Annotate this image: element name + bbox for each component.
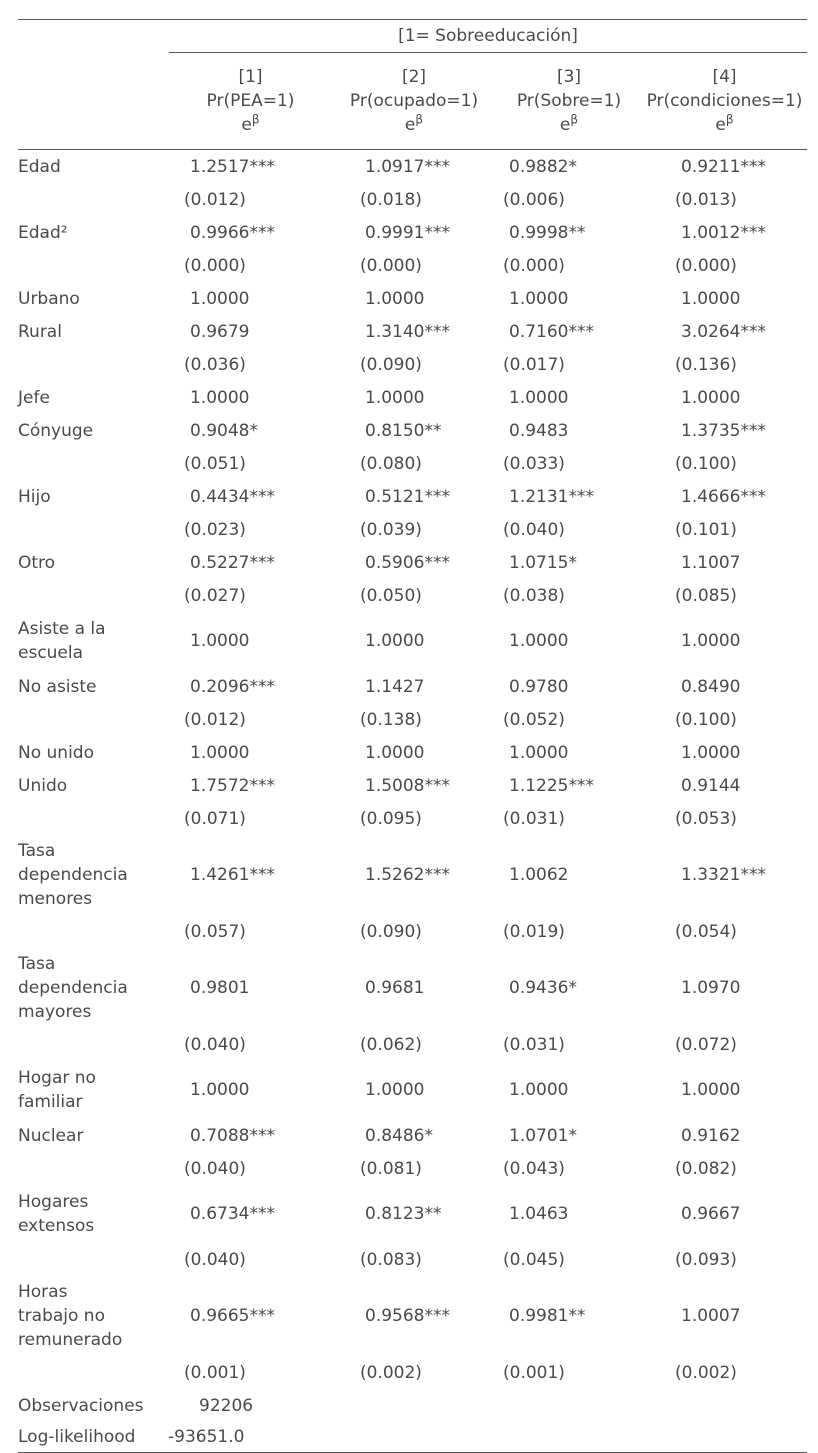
coefficient-cell: 1.5262***: [365, 865, 450, 885]
row-label-empty: [18, 915, 169, 948]
table-row-se: [18, 447, 807, 480]
row-label-empty: [18, 513, 169, 546]
row-label: Edad²: [18, 222, 68, 243]
std-error-cell: (0.082): [675, 1158, 737, 1179]
empty-cell: [496, 1389, 642, 1422]
std-error-cell: (0.033): [503, 453, 565, 474]
table-row-se: [18, 249, 807, 282]
std-error-cell: (0.012): [184, 189, 246, 210]
coefficient-cell: 1.0000: [365, 742, 425, 763]
table-row-se: [18, 703, 807, 736]
column-dependent: Pr(PEA=1): [206, 91, 295, 111]
coefficient-cell: 1.7572***: [190, 775, 275, 796]
std-error-cell: (0.138): [360, 709, 422, 730]
std-error-cell: (0.093): [675, 1249, 737, 1270]
std-error-cell: (0.013): [675, 189, 737, 210]
coefficient-cell: 0.8123**: [365, 1204, 442, 1224]
group-header-row: [18, 20, 807, 53]
empty-cell: [496, 1422, 642, 1453]
column-number: [3]: [556, 67, 582, 87]
table-row: [18, 150, 807, 184]
row-label: Rural: [18, 321, 62, 342]
coefficient-cell: 1.2131***: [509, 486, 594, 507]
std-error-cell: (0.057): [184, 921, 246, 942]
coefficient-cell: 1.0000: [365, 1080, 425, 1100]
std-error-cell: (0.090): [360, 354, 422, 375]
std-error-cell: (0.085): [675, 585, 737, 606]
std-error-cell: (0.040): [503, 519, 565, 540]
row-label-empty: [18, 1152, 169, 1185]
coefficient-cell: 1.4261***: [190, 865, 275, 885]
row-label-empty: [18, 447, 169, 480]
std-error-cell: (0.040): [184, 1034, 246, 1055]
coefficient-cell: 1.4666***: [681, 486, 766, 507]
row-label-empty: [18, 348, 169, 381]
row-label-empty: [18, 1028, 169, 1061]
row-label: No unido: [18, 742, 94, 763]
coefficient-cell: 1.0463: [509, 1204, 569, 1224]
table-row: [18, 670, 807, 703]
coefficient-cell: 1.0012***: [681, 222, 766, 243]
column-header-1: [169, 53, 332, 150]
row-label: No asiste: [18, 676, 97, 697]
coefficient-cell: 1.0000: [681, 631, 741, 651]
coefficient-cell: 1.0917***: [365, 156, 450, 177]
std-error-cell: (0.053): [675, 808, 737, 829]
row-label: Jefe: [18, 387, 50, 408]
std-error-cell: (0.062): [360, 1034, 422, 1055]
coefficient-cell: 0.9981**: [509, 1306, 586, 1326]
std-error-cell: (0.072): [675, 1034, 737, 1055]
std-error-cell: (0.000): [184, 255, 246, 276]
column-header-2: [332, 53, 496, 150]
table-row: [18, 769, 807, 802]
std-error-cell: (0.023): [184, 519, 246, 540]
std-error-cell: (0.000): [503, 255, 565, 276]
coefficient-cell: 1.0062: [509, 865, 569, 885]
std-error-cell: (0.136): [675, 354, 737, 375]
column-header-3: [496, 53, 642, 150]
footer-row: [18, 1389, 807, 1422]
std-error-cell: (0.018): [360, 189, 422, 210]
row-label: Horas trabajo no remunerado: [18, 1282, 123, 1350]
coefficient-cell: 1.1007: [681, 552, 741, 573]
std-error-cell: (0.038): [503, 585, 565, 606]
table-row: [18, 282, 807, 315]
coefficient-cell: 1.0000: [681, 742, 741, 763]
coefficient-cell: 0.9882*: [509, 156, 577, 177]
table-row-se: [18, 183, 807, 216]
table-row-se: [18, 348, 807, 381]
coefficient-cell: 0.9991***: [365, 222, 450, 243]
row-label: Hijo: [18, 486, 51, 507]
coefficient-cell: 1.0701*: [509, 1125, 577, 1146]
table-row-se: [18, 802, 807, 835]
coefficient-cell: 1.0000: [681, 387, 741, 408]
coefficient-cell: 1.0000: [681, 1080, 741, 1100]
std-error-cell: (0.031): [503, 1034, 565, 1055]
std-error-cell: (0.001): [184, 1362, 246, 1383]
std-error-cell: (0.051): [184, 453, 246, 474]
column-coef-label: $e^\beta$: [715, 112, 734, 135]
coefficient-cell: 0.9966***: [190, 222, 275, 243]
coefficient-cell: 1.0715*: [509, 552, 577, 573]
coefficient-cell: 0.9679: [190, 321, 250, 342]
coefficient-cell: 1.0000: [509, 1080, 569, 1100]
row-label-empty: [18, 703, 169, 736]
coefficient-cell: 1.0000: [190, 631, 250, 651]
table-row: [18, 1185, 807, 1243]
row-label-empty: [18, 1243, 169, 1276]
column-number: [4]: [712, 67, 737, 87]
footer-label: Observaciones: [18, 1395, 144, 1416]
row-label: Otro: [18, 552, 56, 573]
coefficient-cell: 0.2096***: [190, 676, 275, 697]
coefficient-cell: 1.2517***: [190, 156, 275, 177]
std-error-cell: (0.100): [675, 453, 737, 474]
coefficient-cell: 0.9998**: [509, 222, 586, 243]
coefficient-cell: 1.0000: [509, 742, 569, 763]
row-label-empty: [18, 802, 169, 835]
coefficient-cell: 1.3735***: [681, 420, 766, 441]
coefficient-cell: 0.9780: [509, 676, 569, 697]
table-row: [18, 315, 807, 348]
table-row: [18, 948, 807, 1028]
table-row: [18, 480, 807, 513]
std-error-cell: (0.052): [503, 709, 565, 730]
coefficient-cell: 1.0000: [365, 631, 425, 651]
coefficient-cell: 0.9801: [190, 978, 250, 998]
row-label: Cónyuge: [18, 420, 94, 441]
std-error-cell: (0.012): [184, 709, 246, 730]
std-error-cell: (0.080): [360, 453, 422, 474]
std-error-cell: (0.000): [675, 255, 737, 276]
coefficient-cell: 1.1225***: [509, 775, 594, 796]
column-dependent: Pr(condiciones=1): [646, 91, 803, 111]
std-error-cell: (0.101): [675, 519, 737, 540]
coefficient-cell: 0.5121***: [365, 486, 450, 507]
std-error-cell: (0.006): [503, 189, 565, 210]
coefficient-cell: 0.9665***: [190, 1306, 275, 1326]
column-number: [1]: [238, 67, 263, 87]
std-error-cell: (0.090): [360, 921, 422, 942]
column-header-row: [18, 53, 807, 150]
std-error-cell: (0.039): [360, 519, 422, 540]
column-coef-label: $e^\beta$: [559, 112, 579, 135]
std-error-cell: (0.081): [360, 1158, 422, 1179]
coefficient-cell: 0.9048*: [190, 420, 258, 441]
table-row: [18, 1061, 807, 1119]
std-error-cell: (0.027): [184, 585, 246, 606]
std-error-cell: (0.040): [184, 1249, 246, 1270]
std-error-cell: (0.036): [184, 354, 246, 375]
std-error-cell: (0.040): [184, 1158, 246, 1179]
coefficient-cell: 0.9483: [509, 420, 569, 441]
coefficient-cell: 3.0264***: [681, 321, 766, 342]
coefficient-cell: 0.8150**: [365, 420, 442, 441]
coefficient-cell: 1.0000: [365, 288, 425, 309]
std-error-cell: (0.054): [675, 921, 737, 942]
table-row-se: [18, 1356, 807, 1389]
coefficient-cell: 0.8486*: [365, 1125, 433, 1146]
row-label: Hogares extensos: [18, 1192, 95, 1236]
std-error-cell: (0.002): [675, 1362, 737, 1383]
coefficient-cell: 0.9211***: [681, 156, 766, 177]
std-error-cell: (0.071): [184, 808, 246, 829]
footer-row: [18, 1422, 807, 1453]
coefficient-cell: 1.1427: [365, 676, 425, 697]
coefficient-cell: 0.5227***: [190, 552, 275, 573]
footer-value: 92206: [199, 1395, 254, 1416]
coefficient-cell: 1.5008***: [365, 775, 450, 796]
table-row-se: [18, 1152, 807, 1185]
coefficient-cell: 0.5906***: [365, 552, 450, 573]
coefficient-cell: 0.9667: [681, 1204, 741, 1224]
table-row: [18, 1119, 807, 1152]
table-row: [18, 546, 807, 579]
row-label-empty: [18, 579, 169, 612]
coefficient-cell: 0.4434***: [190, 486, 275, 507]
table-row: [18, 835, 807, 915]
row-label: Urbano: [18, 288, 80, 309]
group-header: [1= Sobreeducación]: [169, 20, 807, 53]
std-error-cell: (0.001): [503, 1362, 565, 1383]
row-label: Asiste a la escuela: [18, 619, 106, 663]
coefficient-cell: 0.7088***: [190, 1125, 275, 1146]
coefficient-cell: 1.0000: [190, 288, 250, 309]
coefficient-cell: 1.0000: [190, 1080, 250, 1100]
std-error-cell: (0.017): [503, 354, 565, 375]
coefficient-cell: 1.0000: [509, 631, 569, 651]
column-coef-label: $e^\beta$: [404, 112, 424, 135]
std-error-cell: (0.000): [360, 255, 422, 276]
table-row: [18, 1276, 807, 1356]
column-header-4: [642, 53, 807, 150]
coefficient-cell: 1.0970: [681, 978, 741, 998]
std-error-cell: (0.083): [360, 1249, 422, 1270]
table-row-se: [18, 513, 807, 546]
empty-cell: [332, 1389, 496, 1422]
column-dependent: Pr(Sobre=1): [516, 91, 622, 111]
column-coef-label: $e^\beta$: [241, 112, 260, 135]
std-error-cell: (0.100): [675, 709, 737, 730]
std-error-cell: (0.095): [360, 808, 422, 829]
empty-cell: [642, 1422, 807, 1453]
coefficient-cell: 1.0000: [509, 288, 569, 309]
coefficient-cell: 1.0000: [190, 742, 250, 763]
row-label: Edad: [18, 156, 61, 177]
footer-label: Log-likelihood: [18, 1422, 169, 1453]
coefficient-cell: 0.9568***: [365, 1306, 450, 1326]
std-error-cell: (0.031): [503, 808, 565, 829]
column-dependent: Pr(ocupado=1): [349, 91, 479, 111]
coefficient-cell: 1.0000: [509, 387, 569, 408]
table-row: [18, 414, 807, 447]
coefficient-cell: 0.8490: [681, 676, 741, 697]
coefficient-cell: 1.3321***: [681, 865, 766, 885]
row-label: Hogar no familiar: [18, 1068, 96, 1112]
coefficient-cell: 1.0000: [190, 387, 250, 408]
coefficient-cell: 0.9144: [681, 775, 741, 796]
coefficient-cell: 0.7160***: [509, 321, 594, 342]
footer-value: -93651.0: [169, 1422, 332, 1453]
std-error-cell: (0.019): [503, 921, 565, 942]
table-row-se: [18, 1028, 807, 1061]
empty-cell: [332, 1422, 496, 1453]
coefficient-cell: 1.0000: [365, 387, 425, 408]
std-error-cell: (0.002): [360, 1362, 422, 1383]
column-number: [2]: [401, 67, 427, 87]
regression-table: [18, 19, 807, 1453]
row-label-empty: [18, 249, 169, 282]
row-label: Tasa dependencia mayores: [18, 954, 128, 1022]
std-error-cell: (0.045): [503, 1249, 565, 1270]
coefficient-cell: 0.9436*: [509, 978, 577, 998]
table-row-se: [18, 1243, 807, 1276]
coefficient-cell: 1.3140***: [365, 321, 450, 342]
table-row: [18, 612, 807, 670]
table-row-se: [18, 579, 807, 612]
coefficient-cell: 0.9681: [365, 978, 425, 998]
table-row: [18, 736, 807, 769]
table-row: [18, 381, 807, 414]
empty-cell: [642, 1389, 807, 1422]
row-label-empty: [18, 1356, 169, 1389]
row-label-empty: [18, 183, 169, 216]
table-row-se: [18, 915, 807, 948]
row-label: Unido: [18, 775, 68, 796]
row-label: Tasa dependencia menores: [18, 841, 128, 909]
std-error-cell: (0.043): [503, 1158, 565, 1179]
coefficient-cell: 1.0000: [681, 288, 741, 309]
coefficient-cell: 0.6734***: [190, 1204, 275, 1224]
coefficient-cell: 1.0007: [681, 1306, 741, 1326]
row-label: Nuclear: [18, 1125, 84, 1146]
coefficient-cell: 0.9162: [681, 1125, 741, 1146]
std-error-cell: (0.050): [360, 585, 422, 606]
table-row: [18, 216, 807, 249]
